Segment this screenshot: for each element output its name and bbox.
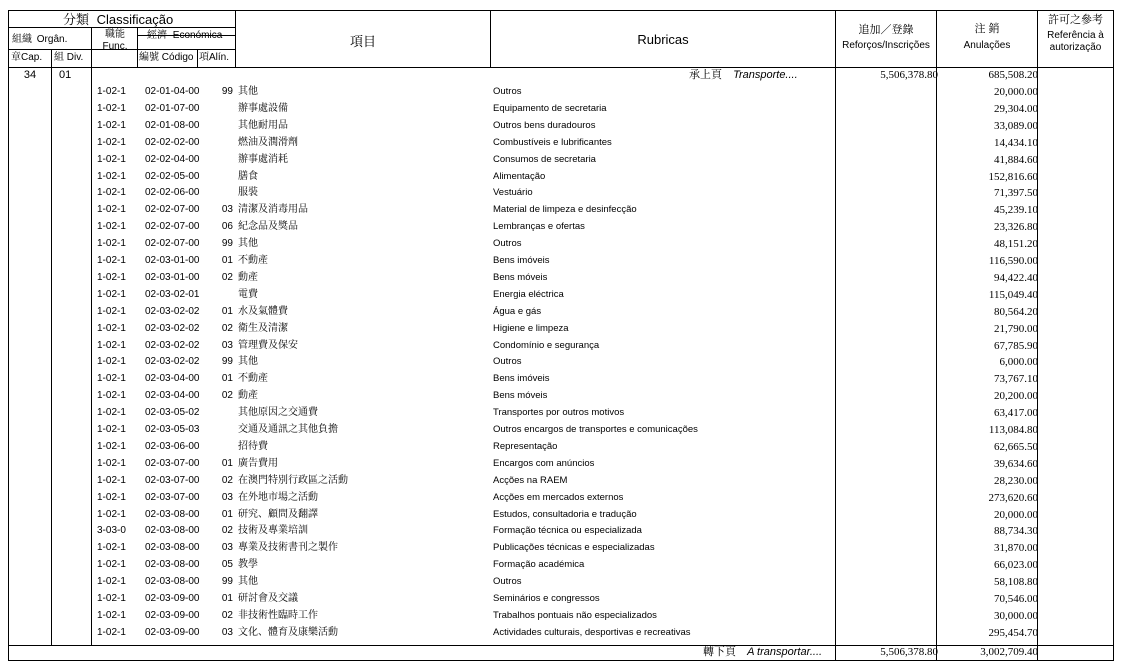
func-code: 1-02-1 xyxy=(97,305,126,317)
carry-over-footer xyxy=(9,645,1113,660)
economic-code: 02-03-09-00 xyxy=(145,626,200,638)
table-row xyxy=(9,574,1113,591)
item-zh: 廣告費用 xyxy=(238,457,278,469)
item-zh: 辦事處消耗 xyxy=(238,153,288,165)
table-row xyxy=(9,304,1113,321)
anulacao-amount: 20,000.00 xyxy=(994,86,1038,98)
economic-code: 02-02-02-00 xyxy=(145,136,200,148)
item-zh: 辦事處設備 xyxy=(238,102,288,114)
item-zh: 服裝 xyxy=(238,187,258,199)
rubrica-pt: Encargos com anúncios xyxy=(493,457,595,469)
alinea: 02 xyxy=(221,474,233,486)
table-row xyxy=(9,540,1113,557)
economic-code: 02-01-08-00 xyxy=(145,119,200,131)
table-row xyxy=(9,118,1113,135)
func-code: 1-02-1 xyxy=(97,170,126,182)
carry-zh: 承上頁 xyxy=(689,69,722,81)
item-zh: 水及氣體費 xyxy=(238,305,288,317)
economic-code: 02-03-09-00 xyxy=(145,609,200,621)
economic-code: 02-03-07-00 xyxy=(145,474,200,486)
rubrica-pt: Consumos de secretaria xyxy=(493,153,596,165)
table-row xyxy=(9,219,1113,236)
rubrica-pt: Vestuário xyxy=(493,187,533,199)
rubrica-pt: Formação académica xyxy=(493,559,585,571)
func-code: 1-02-1 xyxy=(97,204,126,216)
item-zh: 文化、體育及康樂活動 xyxy=(238,626,338,638)
table-row xyxy=(9,557,1113,574)
table-row xyxy=(9,236,1113,253)
alinea: 01 xyxy=(221,255,233,266)
rubrica-pt: Outros xyxy=(493,356,522,368)
anulacao-amount: 20,000.00 xyxy=(994,508,1038,521)
alinea: 05 xyxy=(221,559,233,571)
func-code: 3-03-0 xyxy=(97,525,126,537)
alinea: 99 xyxy=(221,238,233,250)
item-zh: 在澳門特別行政區之活動 xyxy=(238,474,348,486)
table-row xyxy=(9,101,1113,118)
item-zh: 其他 xyxy=(238,238,258,250)
carry-forward-row xyxy=(9,67,1113,84)
carry-anulacoes: 685,508.20 xyxy=(988,69,1038,81)
table-row xyxy=(9,253,1113,270)
economica-zh: 經濟 xyxy=(147,30,167,41)
alinea: 02 xyxy=(221,609,233,621)
rubrica-pt: Outros xyxy=(493,576,522,588)
func-code: 1-02-1 xyxy=(97,440,126,452)
alinea: 02 xyxy=(221,525,233,537)
div-value: 01 xyxy=(59,69,72,81)
item-zh: 其他耐用品 xyxy=(238,119,288,131)
rubrica-pt: Material de limpeza e desinfecção xyxy=(493,204,637,216)
budget-sheet xyxy=(8,10,1114,661)
func-code: 1-02-1 xyxy=(97,424,126,435)
anulacao-amount: 31,870.00 xyxy=(994,542,1038,555)
economic-code: 02-01-04-00 xyxy=(145,86,200,97)
economic-code: 02-03-01-00 xyxy=(145,255,200,266)
rubrica-pt: Estudos, consultadoria e tradução xyxy=(493,508,637,520)
table-row xyxy=(9,473,1113,490)
item-zh: 交通及通訊之其他負擔 xyxy=(238,424,338,435)
item-zh: 研討會及交議 xyxy=(238,593,298,604)
func-code: 1-02-1 xyxy=(97,339,126,351)
alinea: 02 xyxy=(221,271,233,283)
anulacao-amount: 33,089.00 xyxy=(994,119,1038,132)
economic-code: 02-03-02-01 xyxy=(145,288,200,300)
table-row xyxy=(9,405,1113,422)
rubrica-pt: Bens imóveis xyxy=(493,373,550,385)
item-zh: 其他 xyxy=(238,576,258,588)
economic-code: 02-02-07-00 xyxy=(145,238,200,250)
func-code: 1-02-1 xyxy=(97,542,126,554)
anulacao-amount: 41,884.60 xyxy=(994,153,1038,166)
anulacao-amount: 71,397.50 xyxy=(994,187,1038,200)
func-code: 1-02-1 xyxy=(97,626,126,638)
alinea: 02 xyxy=(221,322,233,334)
codigo-pt: Código xyxy=(161,52,194,63)
alinea: 99 xyxy=(221,86,233,97)
economic-code: 02-02-07-00 xyxy=(145,221,200,233)
rubrica-pt: Actividades culturais, desportivas e recreativas xyxy=(493,626,691,638)
table-row xyxy=(9,84,1113,101)
item-zh: 管理費及保安 xyxy=(238,339,298,351)
funcional-zh: 職能 xyxy=(105,29,125,40)
anulacao-amount: 94,422.40 xyxy=(994,271,1038,284)
autorizacao-pt-2: autorização xyxy=(1049,42,1102,53)
anulacao-amount: 70,546.00 xyxy=(994,593,1038,605)
alinea: 03 xyxy=(221,626,233,638)
rubrica-pt: Seminários e congressos xyxy=(493,593,600,604)
anulacao-amount: 88,734.30 xyxy=(994,525,1038,538)
item-zh: 教學 xyxy=(238,559,258,571)
anulacao-amount: 115,049.40 xyxy=(988,288,1038,301)
table-row xyxy=(9,608,1113,625)
economic-code: 02-03-01-00 xyxy=(145,271,200,283)
anulacoes-pt: Anulações xyxy=(963,40,1011,51)
table-row xyxy=(9,152,1113,169)
item-zh: 不動產 xyxy=(238,255,268,266)
func-code: 1-02-1 xyxy=(97,457,126,469)
table-row xyxy=(9,270,1113,287)
func-code: 1-02-1 xyxy=(97,255,126,266)
table-row xyxy=(9,625,1113,642)
anulacoes-zh: 注 銷 xyxy=(974,23,1000,35)
economic-code: 02-02-06-00 xyxy=(145,187,200,199)
item-zh: 專業及技術書刊之製作 xyxy=(238,542,338,554)
classificacao-pt: Classificação xyxy=(96,12,174,27)
alinea: 99 xyxy=(221,576,233,588)
func-code: 1-02-1 xyxy=(97,136,126,148)
organica-zh: 組織 xyxy=(12,34,32,45)
carry-pt: Transporte.... xyxy=(733,69,798,81)
rubrica-pt: Bens móveis xyxy=(493,390,548,402)
func-code: 1-02-1 xyxy=(97,187,126,199)
economic-code: 02-02-07-00 xyxy=(145,204,200,216)
anulacao-amount: 295,454.70 xyxy=(988,626,1038,639)
anulacao-amount: 80,564.20 xyxy=(994,305,1038,318)
table-row xyxy=(9,135,1113,152)
economic-code: 02-03-09-00 xyxy=(145,593,200,604)
table-row xyxy=(9,456,1113,473)
carry-over-pt: A transportar.... xyxy=(747,646,823,658)
footer-anulacoes: 3,002,709.40 xyxy=(980,646,1038,658)
rubrica-pt: Alimentação xyxy=(493,170,546,182)
table-row xyxy=(9,591,1113,608)
alinea: 03 xyxy=(221,491,233,503)
table-row xyxy=(9,439,1113,456)
economic-code: 02-03-08-00 xyxy=(145,508,200,520)
item-zh: 膳食 xyxy=(238,170,258,182)
rubrica-pt: Bens imóveis xyxy=(493,255,550,266)
rubrica-pt: Acções em mercados externos xyxy=(493,491,624,503)
economic-code: 02-02-04-00 xyxy=(145,153,200,165)
anulacao-amount: 62,665.50 xyxy=(994,440,1038,453)
autorizacao-zh: 許可之參考 xyxy=(1048,14,1103,26)
anulacao-amount: 29,304.00 xyxy=(994,102,1038,115)
anulacao-amount: 6,000.00 xyxy=(999,356,1038,369)
func-code: 1-02-1 xyxy=(97,407,126,419)
alinea: 03 xyxy=(221,339,233,351)
table-row xyxy=(9,202,1113,219)
table-row xyxy=(9,169,1113,186)
economic-code: 02-03-05-03 xyxy=(145,424,200,435)
item-zh: 非技術性臨時工作 xyxy=(238,609,318,621)
rubrica-pt: Representação xyxy=(493,440,558,452)
economic-code: 02-03-08-00 xyxy=(145,576,200,588)
func-code: 1-02-1 xyxy=(97,288,126,300)
table-row xyxy=(9,185,1113,202)
anulacao-amount: 39,634.60 xyxy=(994,457,1038,470)
rubrica-pt: Combustíveis e lubrificantes xyxy=(493,136,612,148)
item-zh: 其他 xyxy=(238,356,258,368)
anulacao-amount: 66,023.00 xyxy=(994,559,1038,572)
anulacao-amount: 67,785.90 xyxy=(994,339,1038,352)
economic-code: 02-03-04-00 xyxy=(145,373,200,385)
cap-pt: Cap. xyxy=(21,52,43,63)
func-code: 1-02-1 xyxy=(97,271,126,283)
table-row xyxy=(9,321,1113,338)
anulacao-amount: 23,326.80 xyxy=(994,221,1038,234)
economic-code: 02-03-02-02 xyxy=(145,305,200,317)
item-zh: 動產 xyxy=(238,390,258,402)
alinea: 01 xyxy=(221,373,233,385)
rubrica-pt: Outros encargos de transportes e comunicações xyxy=(493,424,698,435)
economic-code: 02-03-08-00 xyxy=(145,559,200,571)
alinea: 99 xyxy=(221,356,233,368)
rubrica-pt: Acções na RAEM xyxy=(493,474,568,486)
funcional-pt: Func. xyxy=(102,41,128,52)
rubrica-pt: Bens móveis xyxy=(493,271,548,283)
func-code: 1-02-1 xyxy=(97,609,126,621)
rubricas-header: Rubricas xyxy=(637,32,689,47)
alinea: 01 xyxy=(221,508,233,520)
economic-code: 02-03-07-00 xyxy=(145,457,200,469)
alinea: 03 xyxy=(221,542,233,554)
rubrica-pt: Trabalhos pontuais não especializados xyxy=(493,609,657,621)
div-zh: 組 xyxy=(54,52,64,63)
item-zh: 其他原因之交通費 xyxy=(238,407,318,419)
anulacao-amount: 58,108.80 xyxy=(994,576,1038,589)
func-code: 1-02-1 xyxy=(97,322,126,334)
func-code: 1-02-1 xyxy=(97,373,126,385)
rubrica-pt: Energia eléctrica xyxy=(493,288,564,300)
footer-reforcos: 5,506,378.80 xyxy=(880,646,938,658)
anulacao-amount: 152,816.60 xyxy=(988,170,1038,183)
anulacao-amount: 21,790.00 xyxy=(994,322,1038,335)
table-row xyxy=(9,388,1113,405)
table-row xyxy=(9,490,1113,507)
item-zh: 清潔及消毒用品 xyxy=(238,204,308,216)
table-header xyxy=(9,11,1113,68)
carry-reforcos: 5,506,378.80 xyxy=(880,69,938,81)
economic-code: 02-03-04-00 xyxy=(145,390,200,402)
rubrica-pt: Outros bens duradouros xyxy=(493,119,596,131)
table-row xyxy=(9,422,1113,439)
item-zh-header: 項目 xyxy=(349,34,376,49)
anulacao-amount: 14,434.10 xyxy=(994,136,1038,149)
alinea: 01 xyxy=(221,593,233,604)
rubrica-pt: Formação técnica ou especializada xyxy=(493,525,642,537)
reforcos-zh: 追加／登錄 xyxy=(858,24,914,36)
anulacao-amount: 30,000.00 xyxy=(994,609,1038,622)
anulacao-amount: 45,239.10 xyxy=(994,204,1038,217)
rubrica-pt: Condomínio e segurança xyxy=(493,339,600,351)
item-zh: 動產 xyxy=(238,271,258,283)
anulacao-amount: 48,151.20 xyxy=(994,238,1038,251)
rubrica-pt: Lembranças e ofertas xyxy=(493,221,585,233)
func-code: 1-02-1 xyxy=(97,474,126,486)
codigo-zh: 編號 xyxy=(139,52,159,63)
economic-code: 02-03-05-02 xyxy=(145,407,200,419)
anulacao-amount: 63,417.00 xyxy=(994,407,1038,420)
func-code: 1-02-1 xyxy=(97,238,126,250)
func-code: 1-02-1 xyxy=(97,102,126,114)
rubrica-pt: Higiene e limpeza xyxy=(493,322,569,334)
alinea: 02 xyxy=(221,390,233,402)
autorizacao-pt-1: Referência à xyxy=(1047,30,1104,41)
table-row xyxy=(9,354,1113,371)
economic-code: 02-03-02-02 xyxy=(145,322,200,334)
rubrica-pt: Outros xyxy=(493,238,522,250)
alinea: 01 xyxy=(221,457,233,469)
alinea: 01 xyxy=(221,305,233,317)
func-code: 1-02-1 xyxy=(97,390,126,402)
economica-pt: Económica xyxy=(172,30,223,41)
rubrica-pt: Outros xyxy=(493,86,522,97)
func-code: 1-02-1 xyxy=(97,86,126,97)
economic-code: 02-03-07-00 xyxy=(145,491,200,503)
economic-code: 02-03-08-00 xyxy=(145,525,200,537)
alin-pt: Alín. xyxy=(209,52,230,63)
item-zh: 在外地市場之活動 xyxy=(238,491,318,503)
table-row xyxy=(9,287,1113,304)
anulacao-amount: 116,590.00 xyxy=(988,255,1038,267)
anulacao-amount: 20,200.00 xyxy=(994,390,1038,403)
classificacao-zh: 分類 xyxy=(63,12,90,27)
alinea: 03 xyxy=(221,204,233,216)
table-row xyxy=(9,523,1113,540)
cap-zh: 章 xyxy=(11,52,21,63)
func-code: 1-02-1 xyxy=(97,119,126,131)
func-code: 1-02-1 xyxy=(97,593,126,604)
rubrica-pt: Transportes por outros motivos xyxy=(493,407,625,419)
rubrica-pt: Publicações técnicas e especializadas xyxy=(493,542,655,554)
anulacao-amount: 73,767.10 xyxy=(994,373,1038,386)
item-zh: 技術及專業培訓 xyxy=(238,525,308,537)
carry-over-zh: 轉下頁 xyxy=(703,646,736,658)
alin-zh: 項 xyxy=(199,52,209,63)
anulacao-amount: 273,620.60 xyxy=(988,491,1038,504)
func-code: 1-02-1 xyxy=(97,508,126,520)
div-pt: Div. xyxy=(66,52,84,63)
func-code: 1-02-1 xyxy=(97,221,126,233)
func-code: 1-02-1 xyxy=(97,356,126,368)
economic-code: 02-03-02-02 xyxy=(145,339,200,351)
item-zh: 不動產 xyxy=(238,373,268,385)
table-row xyxy=(9,338,1113,355)
rubrica-pt: Água e gás xyxy=(493,305,542,317)
alinea: 06 xyxy=(221,221,233,233)
item-zh: 電費 xyxy=(238,288,258,300)
rubrica-pt: Equipamento de secretaria xyxy=(493,102,607,114)
cap-value: 34 xyxy=(23,69,37,81)
economic-code: 02-03-06-00 xyxy=(145,440,200,452)
item-zh: 衛生及清潔 xyxy=(238,322,288,334)
organica-pt: Orgân. xyxy=(36,34,68,45)
anulacao-amount: 113,084.80 xyxy=(988,424,1038,436)
economic-code: 02-01-07-00 xyxy=(145,102,200,114)
table-row xyxy=(9,507,1113,524)
economic-code: 02-03-02-02 xyxy=(145,356,200,368)
economic-code: 02-02-05-00 xyxy=(145,170,200,182)
func-code: 1-02-1 xyxy=(97,491,126,503)
economic-code: 02-03-08-00 xyxy=(145,542,200,554)
item-zh: 紀念品及獎品 xyxy=(238,221,298,233)
anulacao-amount: 28,230.00 xyxy=(994,474,1038,487)
item-zh: 燃油及潤滑劑 xyxy=(238,136,298,148)
item-zh: 招待費 xyxy=(238,440,268,452)
func-code: 1-02-1 xyxy=(97,153,126,165)
reforcos-pt: Reforços/Inscrições xyxy=(842,40,930,51)
table-row xyxy=(9,371,1113,388)
item-zh: 研究、顧問及翻譯 xyxy=(238,508,318,520)
func-code: 1-02-1 xyxy=(97,559,126,571)
item-zh: 其他 xyxy=(238,86,258,97)
func-code: 1-02-1 xyxy=(97,576,126,588)
